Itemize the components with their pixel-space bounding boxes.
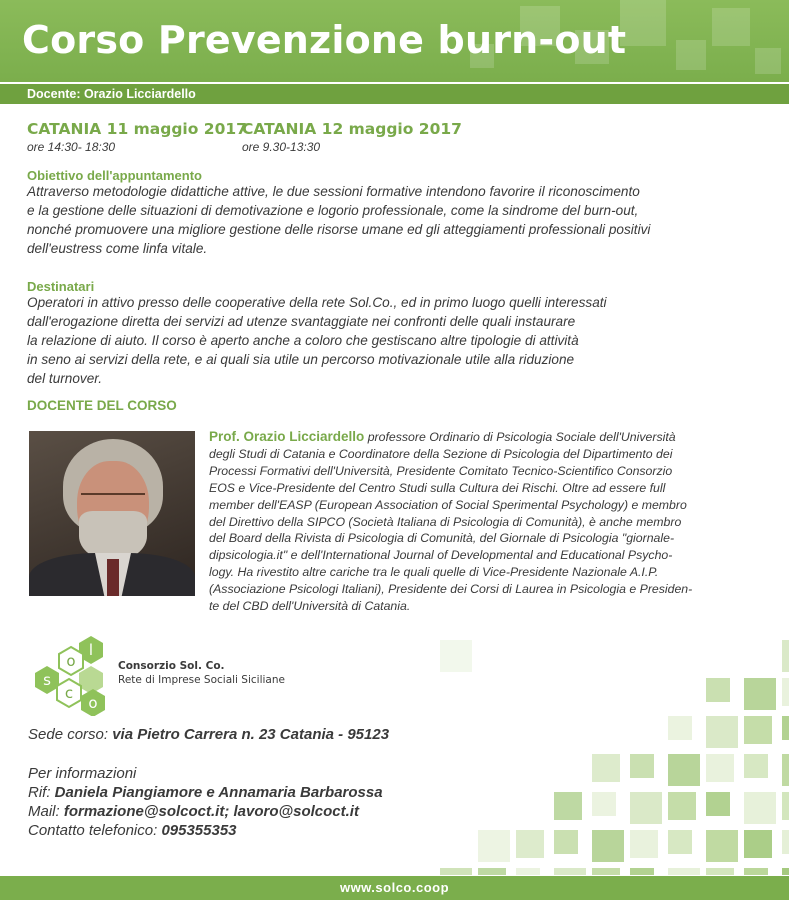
sede-label: Sede corso:	[28, 726, 109, 743]
date-block-2	[242, 120, 462, 154]
date-title-1: CATANIA 11 maggio 2017	[27, 120, 247, 138]
date-time-2: ore 9.30-13:30	[242, 140, 321, 154]
deco-square	[706, 830, 738, 862]
logo-letter-l: l	[88, 641, 94, 659]
deco-square	[755, 48, 781, 74]
destinatari-heading: Destinatari	[27, 279, 95, 294]
deco-square	[630, 792, 662, 824]
deco-square	[782, 716, 789, 740]
deco-square	[440, 868, 472, 875]
sede-value: via Pietro Carrera n. 23 Catania - 95123	[112, 726, 390, 743]
deco-square	[782, 830, 789, 854]
docente-photo	[29, 431, 195, 596]
deco-square	[592, 868, 620, 875]
logo-letter-o1: o	[66, 652, 76, 670]
deco-square	[668, 792, 696, 820]
deco-square	[706, 716, 738, 748]
rif-value: Daniela Piangiamore e Annamaria Barbarossa	[54, 784, 383, 801]
deco-square	[744, 830, 772, 858]
date-block-1	[27, 120, 247, 154]
obiettivo-heading: Obiettivo dell'appuntamento	[27, 168, 202, 183]
deco-square	[478, 830, 510, 862]
deco-square	[668, 830, 692, 854]
deco-square	[782, 678, 789, 706]
deco-square	[516, 830, 544, 858]
date-title-2: CATANIA 12 maggio 2017	[242, 120, 462, 138]
deco-square	[630, 754, 654, 778]
page-title: Corso Prevenzione burn-out	[22, 18, 627, 62]
deco-square	[676, 40, 706, 70]
deco-square	[782, 754, 789, 786]
deco-square	[592, 792, 616, 816]
docente-bio	[209, 429, 765, 615]
info-heading: Per informazioni	[28, 765, 137, 782]
deco-square	[712, 8, 750, 46]
mail-label: Mail:	[28, 803, 60, 820]
logo-hex	[79, 666, 103, 694]
logo-letter-o2: o	[88, 694, 98, 712]
footer-bar	[0, 876, 789, 900]
deco-square	[668, 868, 700, 875]
rif-label: Rif:	[28, 784, 51, 801]
deco-square	[706, 754, 734, 782]
logo-text	[118, 659, 285, 687]
deco-square	[706, 792, 730, 816]
logo-letter-c: c	[64, 684, 74, 702]
docente-heading: DOCENTE DEL CORSO	[27, 398, 177, 413]
deco-square	[782, 868, 789, 875]
docente-line: Docente: Orazio Licciardello	[27, 87, 196, 101]
mail-line	[28, 803, 359, 820]
sede-line	[28, 726, 389, 743]
deco-square	[744, 716, 772, 744]
date-time-1: ore 14:30- 18:30	[27, 140, 116, 154]
logo-tagline: Rete di Imprese Sociali Siciliane	[118, 674, 285, 686]
docente-bar	[0, 84, 789, 104]
docente-bio-text: professore Ordinario di Psicologia Sociale dell'Università degli Studi di Catania e Coordinatore della Sezione di Psicologia del Dipartimento dei Processi Formativi dell'Università, Presidente Comitato Tecnico-Scientifico Consorzio EOS e Vice-Presidente del Centro Studi sulla Cultura dei Rischi. Oltre ad essere full member dell'EASP (European Association of Social Sperimental Psychology) e membro del Direttivo della SIPCO (Società Italiana di Psicologia di Comunità), è anche membro del Board della Rivista di Psicologia di Comunità, del Giornale di Psicologia "giornale- dipsicologia.it" e dell'International Journal of Developmental and Educational Psycho- logy. Ha rivestito altre cariche tra le quali quelle di Vice-Presidente Nazionale A.I.P. (Associazione Psicologi Italiani), Presidente dei Corsi di Laurea in Psicologia e Presiden- te del CBD dell'Università di Catania.	[209, 430, 693, 614]
obiettivo-text: Attraverso metodologie didattiche attive, le due sessioni formative intendono favorire il riconoscimento e la gestione delle situazioni di demotivazione e logorio professionale, come la sindrome del burn-out, nonché promuovere una migliore gestione delle risorse umane ed gli atteggiamenti professionali positivi dell'eustress come linfa vitale.	[27, 184, 651, 256]
deco-square	[554, 792, 582, 820]
deco-square	[592, 830, 624, 862]
header-banner	[0, 0, 789, 82]
deco-square	[630, 830, 658, 858]
deco-square	[440, 640, 472, 672]
decorative-squares	[440, 640, 789, 875]
tel-label: Contatto telefonico:	[28, 822, 158, 839]
deco-square	[782, 792, 789, 820]
deco-square	[516, 868, 540, 875]
deco-square	[554, 830, 578, 854]
rif-line	[28, 784, 383, 801]
deco-square	[554, 868, 586, 875]
deco-square	[668, 716, 692, 740]
deco-square	[592, 754, 620, 782]
deco-square	[706, 868, 734, 875]
solco-logo	[31, 634, 113, 716]
tel-value[interactable]: 095355353	[161, 822, 237, 839]
docente-name: Prof. Orazio Licciardello	[209, 429, 365, 444]
logo-name: Consorzio Sol. Co.	[118, 660, 225, 672]
deco-square	[782, 640, 789, 672]
destinatari-text: Operatori in attivo presso delle cooperative della rete Sol.Co., ed in primo luogo quelli interessati dall'erogazione diretta dei servizi ad utenze svantaggiate nei confronti delle quali instaurare la relazione di aiuto. Il corso è aperto anche a coloro che gestiscano altre tipologie di attività in seno ai servizi della rete, e ai quali sia utile un percorso motivazionale utile alla riduzione del turnover.	[27, 295, 607, 386]
deco-square	[668, 754, 700, 786]
deco-square	[744, 868, 768, 875]
deco-square	[478, 868, 506, 875]
tel-line	[28, 822, 237, 839]
logo-letter-s: s	[43, 671, 51, 689]
mail-value[interactable]: formazione@solcoct.it; lavoro@solcoct.it	[63, 803, 359, 820]
footer-url[interactable]: www.solco.coop	[339, 880, 450, 895]
deco-square	[744, 754, 768, 778]
deco-square	[744, 678, 776, 710]
deco-square	[744, 792, 776, 824]
deco-square	[620, 0, 666, 46]
deco-square	[706, 678, 730, 702]
deco-square	[630, 868, 654, 875]
